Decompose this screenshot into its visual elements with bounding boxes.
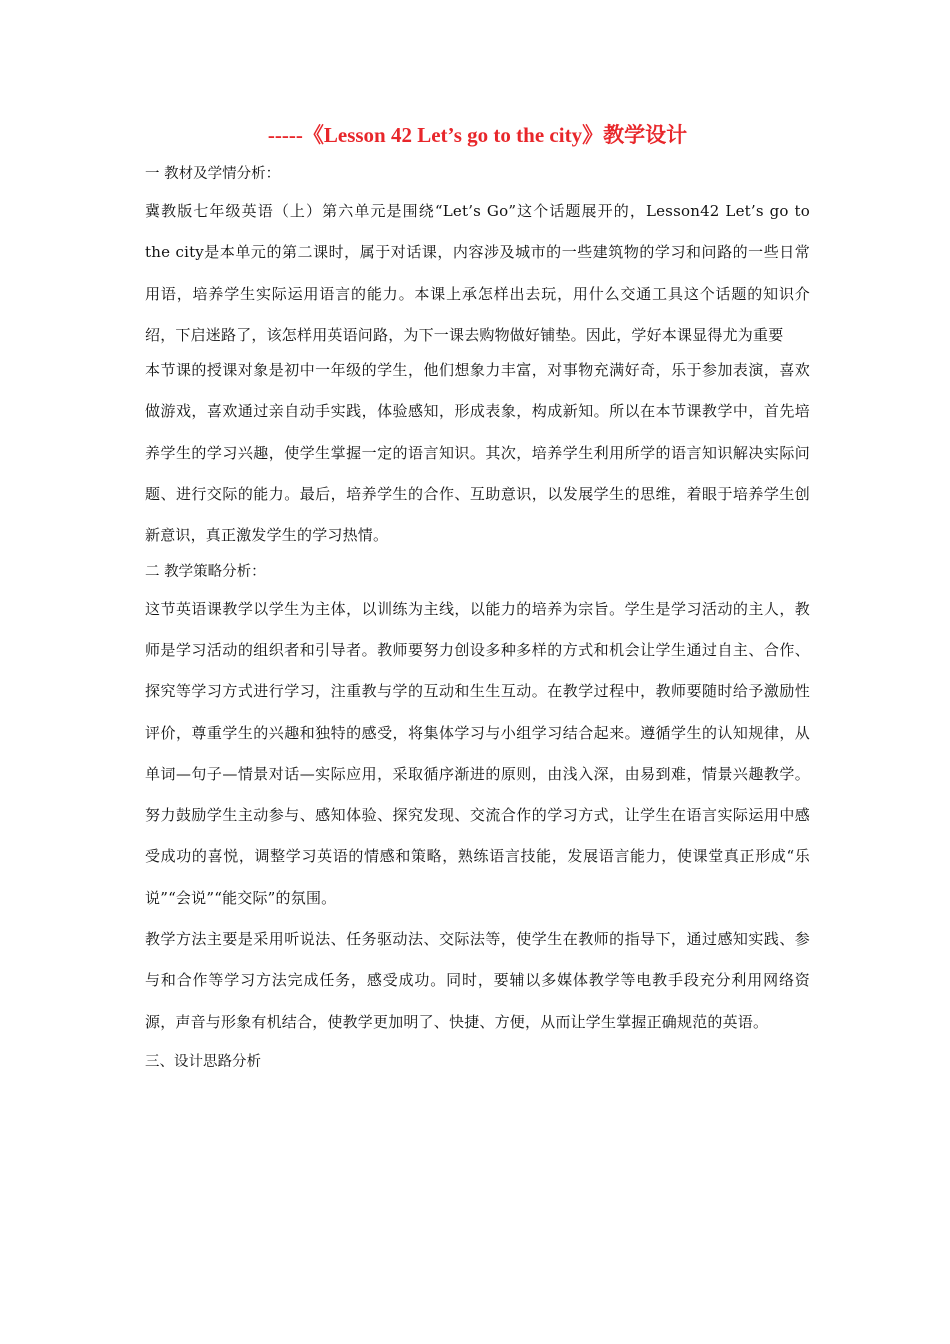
document-page bbox=[145, 120, 810, 1079]
paragraph-2-2: 教学方法主要是采用听说法、任务驱动法、交际法等，使学生在教师的指导下，通过感知实践、参与和合作等学习方法完成任务，感受成功。同时，要辅以多媒体教学等电教手段充分利用网络资源，声音与形象有机结合，使教学更加明了、快捷、方便，从而让学生掌握正确规范的英语。 bbox=[145, 930, 810, 1031]
document-title: -----《Lesson 42 Let’s go to the city》教学设计 bbox=[267, 123, 688, 147]
paragraph-1-1: 冀教版七年级英语（上）第六单元是围绕“Let’s Go”这个话题展开的，Lesson42 Let’s go to the city是本单元的第二课时，属于对话课，内容涉及城市的一些建筑物的学习和问路的一些日常用语，培养学生实际运用语言的能力。本课上承怎样出去玩，用什么交通工具这个话题的知识介绍，下启迷路了，该怎样用英语问路，为下一课去购物做好铺垫。因此，学好本课显得尤为重要 bbox=[145, 202, 810, 344]
paragraph-2-1: 这节英语课教学以学生为主体，以训练为主线，以能力的培养为宗旨。学生是学习活动的主人，教师是学习活动的组织者和引导者。教师要努力创设多种多样的方式和机会让学生通过自主、合作、探究等学习方式进行学习，注重教与学的互动和生生互动。在教学过程中，教师要随时给予激励性评价，尊重学生的兴趣和独特的感受，将集体学习与小组学习结合起来。遵循学生的认知规律，从单词—句子—情景对话—实际应用，采取循序渐进的原则，由浅入深，由易到难，情景兴趣教学。努力鼓励学生主动参与、感知体验、探究发现、交流合作的学习方式，让学生在语言实际运用中感受成功的喜悦，调整学习英语的情感和策略，熟练语言技能，发展语言能力，使课堂真正形成“乐说”“会说”“能交际”的氛围。 bbox=[145, 599, 810, 907]
section-heading-1: 一 教材及学情分析： bbox=[145, 166, 281, 182]
section-heading-2: 二 教学策略分析： bbox=[145, 563, 266, 580]
paragraph-1-2: 本节课的授课对象是初中一年级的学生，他们想象力丰富，对事物充满好奇，乐于参加表演，喜欢做游戏，喜欢通过亲自动手实践，体验感知，形成表象，构成新知。所以在本节课教学中，首先培养学生的学习兴趣，使学生掌握一定的语言知识。其次，培养学生利用所学的语言知识解决实际问题、进行交际的能力。最后，培养学生的合作、互助意识，以发展学生的思维，着眼于培养学生创新意识，真正激发学生的学习热情。 bbox=[145, 361, 810, 545]
section-heading-3: 三、设计思路分析 bbox=[145, 1053, 261, 1070]
